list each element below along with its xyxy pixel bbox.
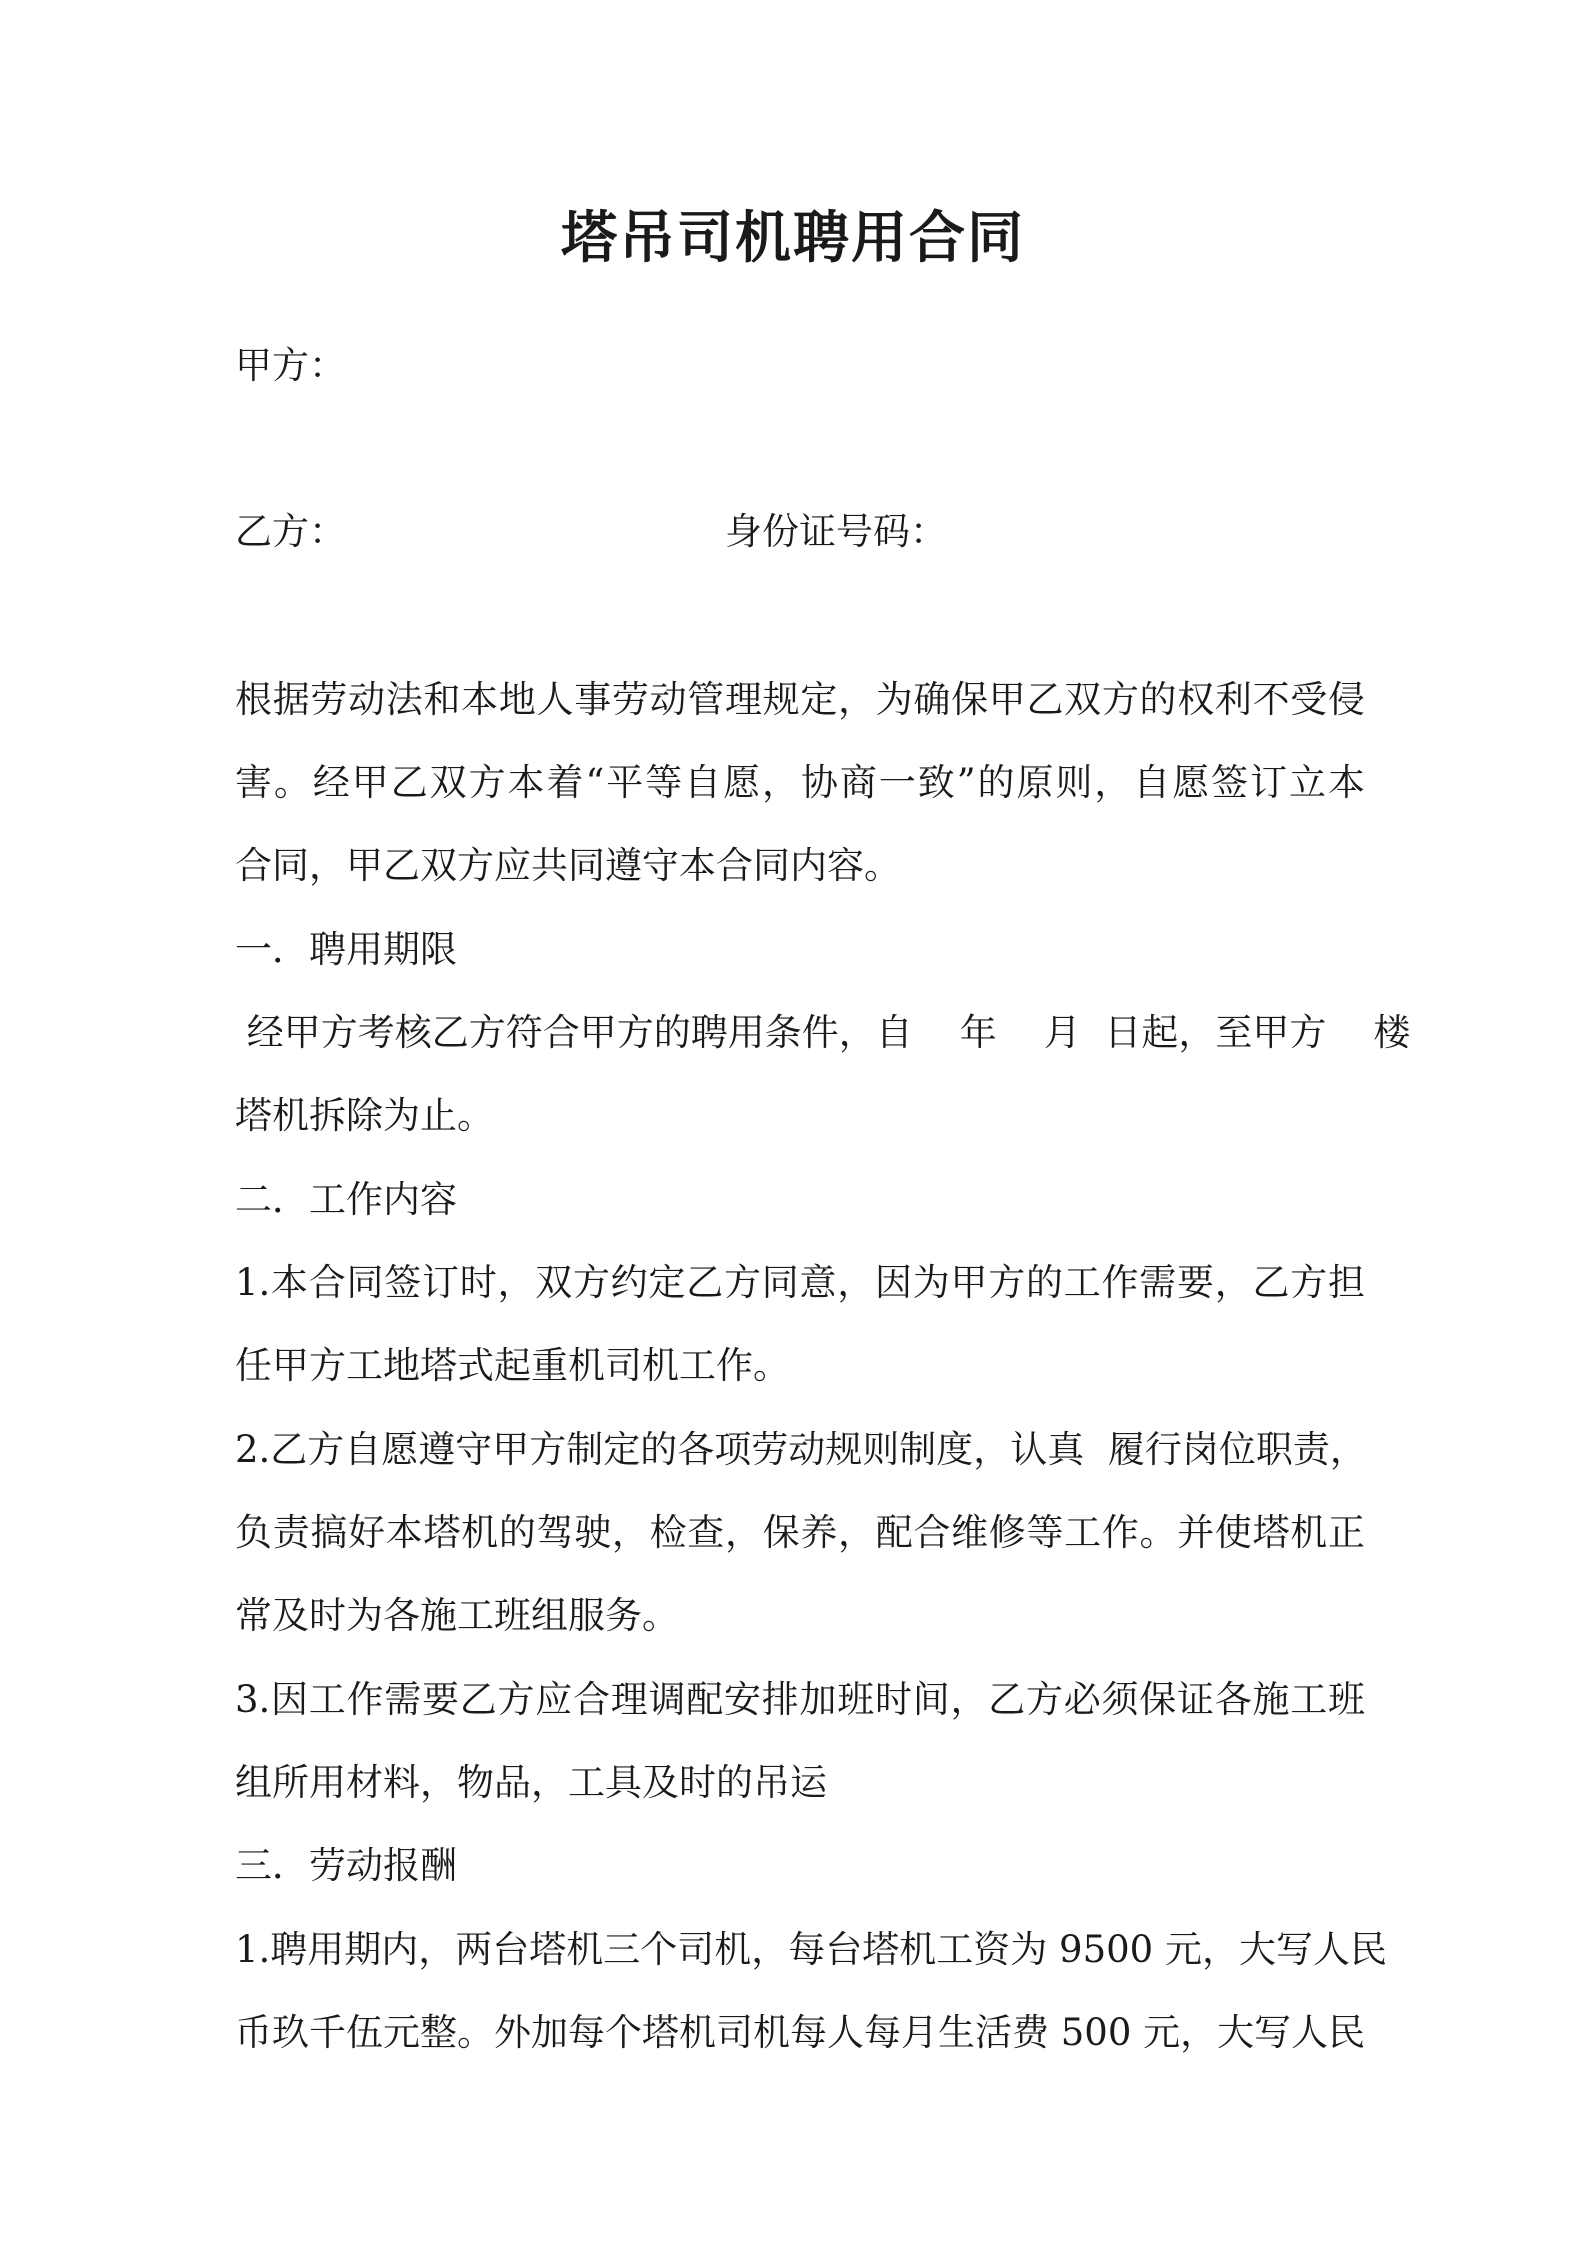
preamble-line: 根据劳动法和本地人事劳动管理规定，为确保甲乙双方的权利不受侵 <box>235 678 1365 721</box>
section3-line: 1.聘用期内，两台塔机三个司机，每台塔机工资为 9500 元，大写人民 <box>235 1928 1387 1971</box>
section1-line: 经甲方考核乙方符合甲方的聘用条件，自 年 月 日起，至甲方 楼 <box>235 1011 1411 1054</box>
party-b-row <box>235 506 1365 558</box>
id-number-label: 身份证号码： <box>725 510 947 553</box>
section2-line: 组所用材料，物品，工具及时的吊运 <box>235 1761 827 1804</box>
section2-line: 1.本合同签订时，双方约定乙方同意，因为甲方的工作需要，乙方担 <box>235 1261 1365 1304</box>
section2-line: 任甲方工地塔式起重机司机工作。 <box>235 1344 790 1387</box>
party-b-label: 乙方： <box>235 510 346 553</box>
section2-line: 负责搞好本塔机的驾驶，检查，保养，配合维修等工作。并使塔机正 <box>235 1511 1365 1554</box>
party-a-label: 甲方： <box>235 344 346 387</box>
section-heading: 二．工作内容 <box>235 1178 457 1221</box>
document-title: 塔吊司机聘用合同 <box>561 205 1025 271</box>
section2-line: 常及时为各施工班组服务。 <box>235 1594 679 1637</box>
section1-line: 塔机拆除为止。 <box>235 1094 494 1137</box>
section2-line: 3.因工作需要乙方应合理调配安排加班时间，乙方必须保证各施工班 <box>235 1678 1365 1721</box>
preamble-line: 合同，甲乙双方应共同遵守本合同内容。 <box>235 844 901 887</box>
section3-line: 币玖千伍元整。外加每个塔机司机每人每月生活费 500 元，大写人民 <box>235 2011 1366 2054</box>
section-heading: 一．聘用期限 <box>235 928 457 971</box>
section-heading: 三．劳动报酬 <box>235 1844 457 1887</box>
section2-line: 2.乙方自愿遵守甲方制定的各项劳动规则制度，认真 履行岗位职责， <box>235 1428 1367 1471</box>
preamble-line: 害。经甲乙双方本着“平等自愿，协商一致”的原则，自愿签订立本 <box>235 761 1365 804</box>
